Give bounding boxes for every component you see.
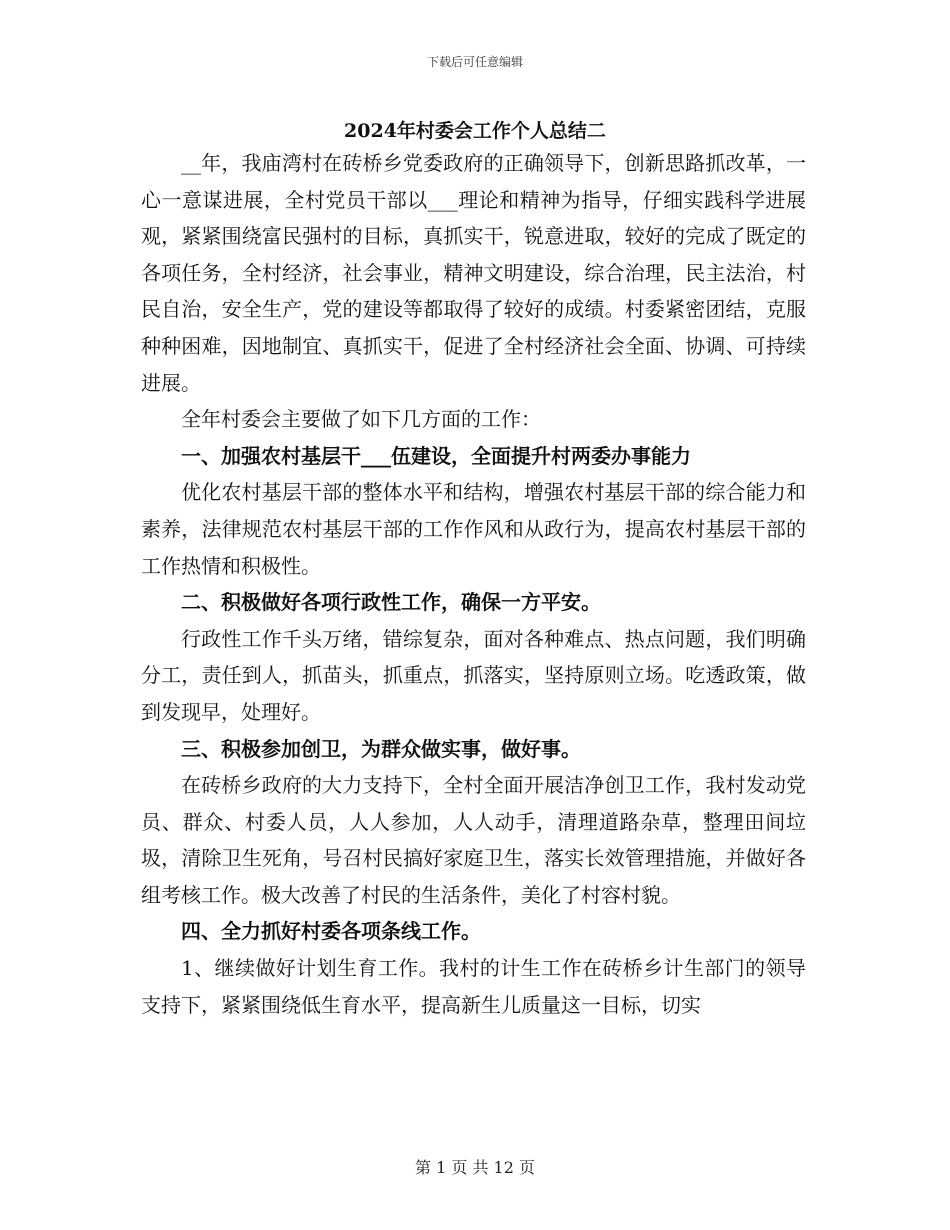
paragraph-section-2: 行政性工作千头万绪，错综复杂，面对各种难点、热点问题，我们明确分工，责任到人，抓苗头，抓重点，抓落实，坚持原则立场。吃透政策，做到发现早，处理好。 — [141, 626, 806, 724]
section-heading-2: 二、积极做好各项行政性工作，确保一方平安。 — [181, 590, 601, 615]
page-header-note: 下载后可任意编辑 — [426, 55, 523, 69]
document-title: 2024年村委会工作个人总结二 — [344, 120, 606, 142]
section-heading-4: 四、全力抓好村委各项条线工作。 — [181, 919, 481, 944]
paragraph-section-1: 优化农村基层干部的整体水平和结构，增强农村基层干部的综合能力和素养，法律规范农村基层干部的工作作风和从政行为，提高农村基层干部的工作热情和积极性。 — [141, 480, 806, 578]
paragraph-section-4-item-1: 1、继续做好计划生育工作。我村的计生工作在砖桥乡计生部门的领导支持下，紧紧围绕低生育水平，提高新生儿质量这一目标，切实 — [141, 956, 806, 1017]
paragraph-intro: __年，我庙湾村在砖桥乡党委政府的正确领导下，创新思路抓改革，一心一意谋进展，全村党员干部以___理论和精神为指导，仔细实践科学进展观，紧紧围绕富民强村的目标，真抓实干，锐意进取，较好的完成了既定的各项任务，全村经济，社会事业，精神文明建设，综合治理，民主法治，村民自治，安全生产，党的建设等都取得了较好的成绩。村委紧密团结，克服种种困难，因地制宜、真抓实干，促进了全村经济社会全面、协调、可持续进展。 — [141, 151, 806, 395]
document-body — [141, 145, 806, 1023]
paragraph-section-3: 在砖桥乡政府的大力支持下，全村全面开展洁净创卫工作，我村发动党员、群众、村委人员，人人参加，人人动手，清理道路杂草，整理田间垃圾，清除卫生死角，号召村民搞好家庭卫生，落实长效管理措施，并做好各组考核工作。极大改善了村民的生活条件，美化了村容村貌。 — [141, 773, 806, 907]
section-heading-3: 三、积极参加创卫，为群众做实事，做好事。 — [181, 736, 581, 761]
paragraph-work-overview: 全年村委会主要做了如下几方面的工作： — [181, 407, 541, 432]
page-number-footer: 第 1 页 共 12 页 — [415, 1158, 535, 1177]
section-heading-1: 一、加强农村基层干___伍建设，全面提升村两委办事能力 — [181, 443, 691, 468]
